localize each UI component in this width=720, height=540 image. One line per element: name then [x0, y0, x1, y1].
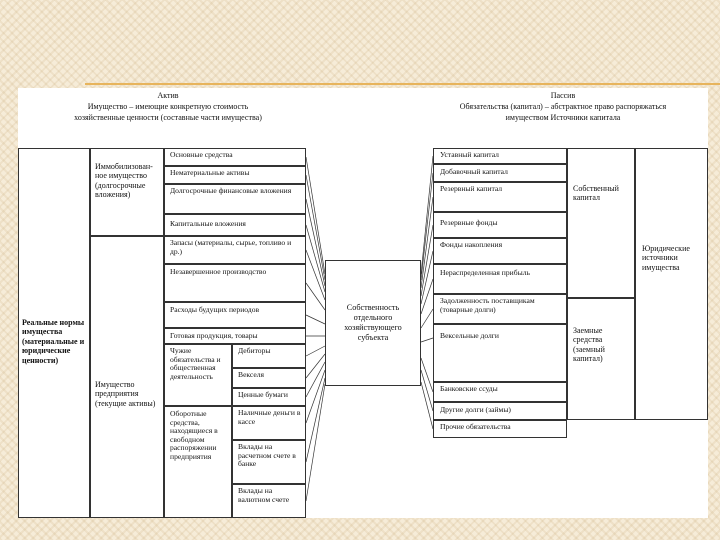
immobilized-label: Иммобилизован-ное имущество (долгосрочные вложения)	[95, 162, 153, 200]
item-reserve-cap-label: Резервный капитал	[440, 185, 503, 193]
connector-line	[421, 156, 433, 274]
connector-line	[306, 315, 325, 324]
connector-line	[421, 197, 433, 288]
item-inventory-label: Запасы (материалы, сырье, топливо и др.)	[170, 239, 292, 256]
item-bank-loans-label: Банковские ссуды	[440, 385, 498, 393]
connector-lines	[18, 88, 708, 518]
slide-accent-rule	[85, 83, 720, 85]
item-charter-label: Уставный капитал	[440, 151, 499, 159]
connector-line	[306, 283, 325, 310]
item-cash-label: Наличные деньги в кассе	[238, 409, 301, 426]
liabilities-desc-line2: имуществом Источники капитала	[505, 113, 621, 122]
item-capital-invest-label: Капитальные вложения	[170, 220, 246, 228]
item-retained-label: Нераспределенная прибыль	[440, 269, 530, 277]
item-bills-label: Векселя	[238, 371, 265, 379]
connector-line	[306, 199, 325, 286]
connector-line	[306, 175, 325, 280]
item-intangible-label: Нематериальные активы	[170, 169, 250, 177]
item-securities-label: Ценные бумаги	[238, 391, 288, 399]
item-debtors-label: Дебиторы	[238, 347, 271, 355]
assets-desc-line1: Имущество – имеющие конкретную стоимость	[87, 102, 249, 111]
connector-line	[306, 354, 325, 378]
liabilities-desc-line1: Обязательства (капитал) – абстрактное право распоряжаться	[459, 102, 667, 111]
item-deferred-label: Расходы будущих периодов	[170, 306, 260, 314]
connector-line	[306, 346, 325, 356]
assets-desc-line2: хозяйственные ценности (составные части имущества)	[74, 113, 262, 122]
own-capital-label: Собственный капитал	[573, 184, 619, 203]
item-other-obl-label: Прочие обязательства	[440, 423, 511, 431]
item-circulating-label: Оборотные средства, находящиеся в свободном распоряжении предприятия	[170, 410, 218, 461]
connector-line	[306, 370, 325, 423]
item-currency-label: Вклады на валютном счете	[238, 487, 290, 504]
item-wip-label: Незавершенное производство	[170, 268, 267, 276]
connector-line	[306, 157, 325, 274]
connector-line	[421, 338, 433, 342]
connector-line	[421, 173, 433, 280]
connector-line	[306, 384, 325, 501]
item-additional-label: Добавочный капитал	[440, 168, 508, 176]
item-accum-funds-label: Фонды накопления	[440, 241, 503, 249]
item-fixed-assets-label: Основные средства	[170, 151, 233, 159]
item-supplier-debt-label: Задолженность поставщикам (товарные долги)	[440, 297, 535, 314]
item-others-liab-label: Чужие обязательства и общественная деятельность	[170, 347, 221, 381]
real-objects-label: Реальные нормы имущества (материальные и юридические ценности)	[22, 318, 85, 365]
item-reserve-funds-label: Резервные фонды	[440, 219, 498, 227]
item-bill-debt-label: Вексельные долги	[440, 332, 499, 340]
borrowed-label: Заемные средства (заемный капитал)	[573, 326, 605, 364]
item-long-fin-label: Долгосрочные финансовые вложения	[170, 187, 292, 195]
assets-title: Актив	[157, 91, 179, 100]
item-settlement-label: Вклады на расчетном счете в банке	[238, 443, 296, 469]
item-other-debt-label: Другие долги (займы)	[440, 406, 511, 414]
item-finished-label: Готовая продукция, товары	[170, 332, 258, 340]
liabilities-title: Пассив	[550, 91, 576, 100]
center-ownership-label: Собственность отдельного хозяйствующего субъекта	[344, 303, 402, 342]
diagram-sheet	[18, 88, 708, 518]
connector-line	[306, 378, 325, 462]
connector-line	[421, 309, 433, 328]
enterprise-property-label: Имущество предприятия (текущие активы)	[95, 380, 156, 408]
legal-sources-label: Юридические источники имущества	[642, 244, 690, 272]
